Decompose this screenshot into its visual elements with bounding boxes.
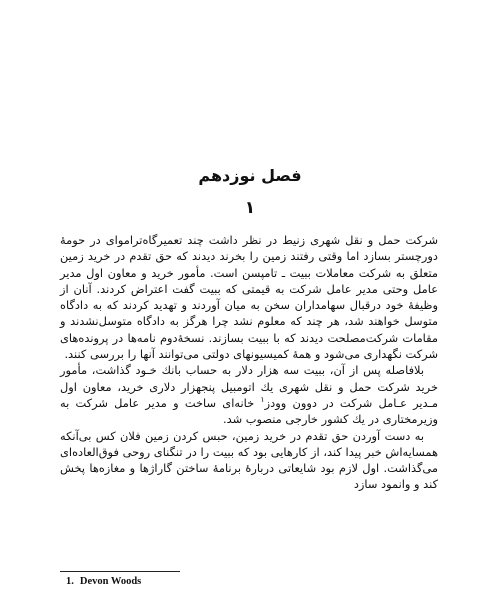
paragraph-2 bbox=[60, 362, 438, 427]
paragraph-2-text: بلافاصله پس از آن، ببیت سه هزار دلار به حساب بانك خـود گذاشت، مأمور خرید شرکت حمل و نقل شهری یك اتومبیل پنجهزار دلاری خرید، معاون اول مـدیر عـامل شرکت در دوون وودز bbox=[60, 363, 438, 410]
section-number: ۱ bbox=[244, 198, 256, 218]
footnote-text: Devon Woods bbox=[79, 576, 142, 587]
chapter-title: فصل نوزدهم bbox=[198, 166, 302, 185]
paragraph-2-continuation: خانه‌ای ساخت و مدیر عامل شرکت به وزیرمختاری در یك کشور خارجی منصوب شد. bbox=[60, 395, 438, 427]
paragraph-1: شرکت حمل و نقل شهری زنیط در نظر داشت چند تعمیرگاه‌ترامواى در حومهٔ دورچستر بسازد اما وقتی رفتند زمین را بخرند دیدند که حق تقدم در خرید زمین متعلق به شرکت معاملات ببیت ـ تامپسن است. مأمور خرید و معاون اول مدیر عامل وحتی مدیر عامل شرکت به قیمتی که ببیت گفت اعتراض کردند. آنان از وظیفهٔ خود درقبال سهامداران سخن به میان آوردند و تهدید کردند که به دادگاه متوسل خواهند شد، هر چند که معلوم نشد چرا هرگز به دادگاه متوسل‌نشدند و مقامات شرکت‌مصلحت دیدند که با ببیت بسازند. نسخهٔ‌دوم نامه‌ها در پرونده‌های شرکت نگهداری می‌شود و همهٔ کمیسیونهای دولتی می‌توانند آنها را بررسی کنند. bbox=[60, 233, 438, 362]
paragraph-3: به دست آوردن حق تقدم در خرید زمین، حبس کردن زمین فلان کس بی‌آنکه همسایه‌اش خبر پیدا کند، از کارهایی بود که ببیت را در تنگنای روحی فوق‌العاده‌ای می‌گذاشت. اول لازم بود شایعاتی دربارهٔ برنامهٔ ساختن گاراژها و مغازه‌ها پخش کند و وانمود سازد bbox=[60, 428, 438, 492]
footnote-reference: ۱ bbox=[260, 395, 265, 405]
footnote bbox=[66, 576, 141, 588]
footnote-divider bbox=[60, 571, 180, 572]
body-text bbox=[60, 232, 438, 493]
footnote-number: 1. bbox=[66, 576, 74, 587]
